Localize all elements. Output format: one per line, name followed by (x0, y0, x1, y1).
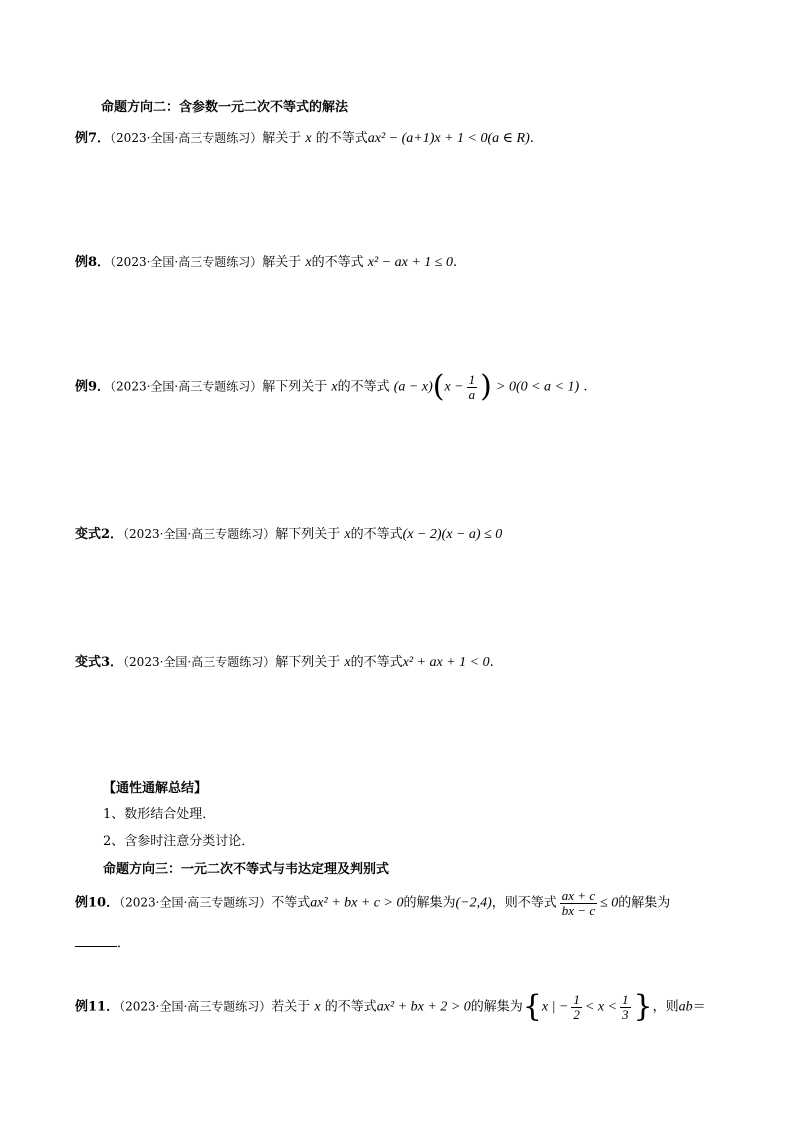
fraction-numerator: ax + c (561, 888, 596, 903)
summary-item-2: 2、含参时注意分类讨论． (103, 834, 255, 849)
source-tag: （2023·全国·高三专题练习） (119, 999, 272, 1014)
source-tag: （2023·全国·高三专题练习） (110, 379, 263, 394)
example-label: 例11． (75, 999, 120, 1015)
variant-3 (75, 651, 494, 671)
variant-2 (75, 523, 502, 543)
answer-blank-line (75, 932, 130, 951)
formula-part: ≤ 0 (600, 895, 619, 911)
example-10 (75, 889, 670, 917)
section-heading-2: 命题方向二：含参数一元二次不等式的解法 (101, 100, 349, 115)
question-text: 的不等式 (315, 131, 368, 146)
fraction-numerator: 1 (468, 371, 476, 387)
section-heading-3: 命题方向三：一元二次不等式与韦达定理及判别式 (103, 862, 390, 877)
fraction (571, 993, 582, 1021)
formula-part: x − (444, 379, 464, 395)
fraction-denominator: 2 (573, 1006, 580, 1022)
fraction (560, 889, 597, 917)
question-text: 的解集为 (618, 895, 671, 911)
question-text: 的不等式 (350, 655, 403, 670)
question-text: 的不等式 (324, 999, 377, 1015)
example-label: 例8． (75, 255, 111, 270)
example-9 (75, 369, 588, 404)
example-label: 例7． (75, 131, 111, 146)
variable: x (344, 655, 351, 670)
set-part: x | − (541, 999, 569, 1015)
example-label: 例9． (75, 379, 111, 395)
punctuation: . (489, 655, 494, 670)
source-tag: （2023·全国·高三专题练习） (123, 527, 276, 541)
summary-title: 【通性通解总结】 (103, 781, 208, 796)
example-8 (75, 251, 457, 271)
right-brace: } (633, 989, 653, 1024)
punctuation: . (583, 379, 588, 395)
question-text: 解关于 (262, 255, 302, 270)
fraction-numerator: 1 (622, 991, 629, 1007)
source-tag: （2023·全国·高三专题练习） (110, 131, 263, 145)
left-brace: { (522, 989, 542, 1024)
question-text: 若关于 (271, 999, 311, 1015)
fraction-denominator: 3 (622, 1006, 629, 1022)
fraction (467, 373, 478, 401)
fraction-denominator: bx − c (561, 902, 596, 918)
variable: x (344, 527, 351, 542)
variable: ab (678, 999, 693, 1015)
example-7 (75, 127, 534, 147)
inequality-formula: ax² − (a+1)x + 1 < 0(a ∈ R) (367, 131, 530, 146)
question-text: 的解集为 (470, 999, 523, 1015)
answer-blank[interactable] (75, 934, 117, 947)
variant-label: 变式3． (75, 655, 124, 670)
variant-label: 变式2． (75, 527, 124, 542)
question-text: ，则 (652, 999, 679, 1015)
variable: x (305, 131, 312, 146)
inequality-formula: ax² + bx + c > 0 (310, 895, 404, 911)
question-text: 解下列关于 (262, 379, 328, 395)
punctuation: ． (117, 936, 131, 951)
summary-item-1: 1、数形结合处理． (103, 807, 216, 822)
inequality-formula: x² + ax + 1 < 0 (402, 655, 490, 670)
question-text: 的不等式 (350, 527, 403, 542)
source-tag: （2023·全国·高三专题练习） (119, 895, 272, 910)
question-text: 解下列关于 (275, 655, 341, 670)
inequality-formula: (x − 2)(x − a) ≤ 0 (402, 527, 503, 542)
variable: x (314, 999, 321, 1015)
inequality-formula: x² − ax + 1 ≤ 0 (367, 255, 453, 270)
inequality-formula: ax² + bx + 2 > 0 (376, 999, 471, 1015)
punctuation: ＝ (692, 999, 706, 1015)
formula-part: (a − x) (393, 379, 433, 395)
example-11 (75, 989, 706, 1024)
fraction-denominator: a (468, 386, 476, 402)
question-text: 解关于 (262, 131, 302, 146)
interval: (−2,4) (455, 895, 492, 911)
example-label: 例10． (75, 895, 120, 911)
punctuation: . (452, 255, 458, 270)
variable: x (305, 255, 312, 270)
set-part: < x < (584, 999, 617, 1015)
fraction (620, 993, 631, 1021)
question-text: 解下列关于 (275, 527, 341, 542)
variable: x (331, 379, 338, 395)
question-text: 的不等式 (337, 379, 390, 395)
fraction-numerator: 1 (573, 991, 580, 1007)
formula-part: > 0(0 < a < 1) (496, 379, 580, 395)
question-text: 不等式 (271, 895, 311, 911)
question-text: ，则不等式 (491, 895, 557, 911)
source-tag: （2023·全国·高三专题练习） (123, 655, 276, 669)
right-paren: ) (480, 369, 492, 404)
source-tag: （2023·全国·高三专题练习） (110, 255, 263, 269)
question-text: 的不等式 (311, 255, 364, 270)
left-paren: ( (432, 369, 445, 404)
question-text: 的解集为 (403, 895, 456, 911)
punctuation: . (529, 131, 534, 146)
